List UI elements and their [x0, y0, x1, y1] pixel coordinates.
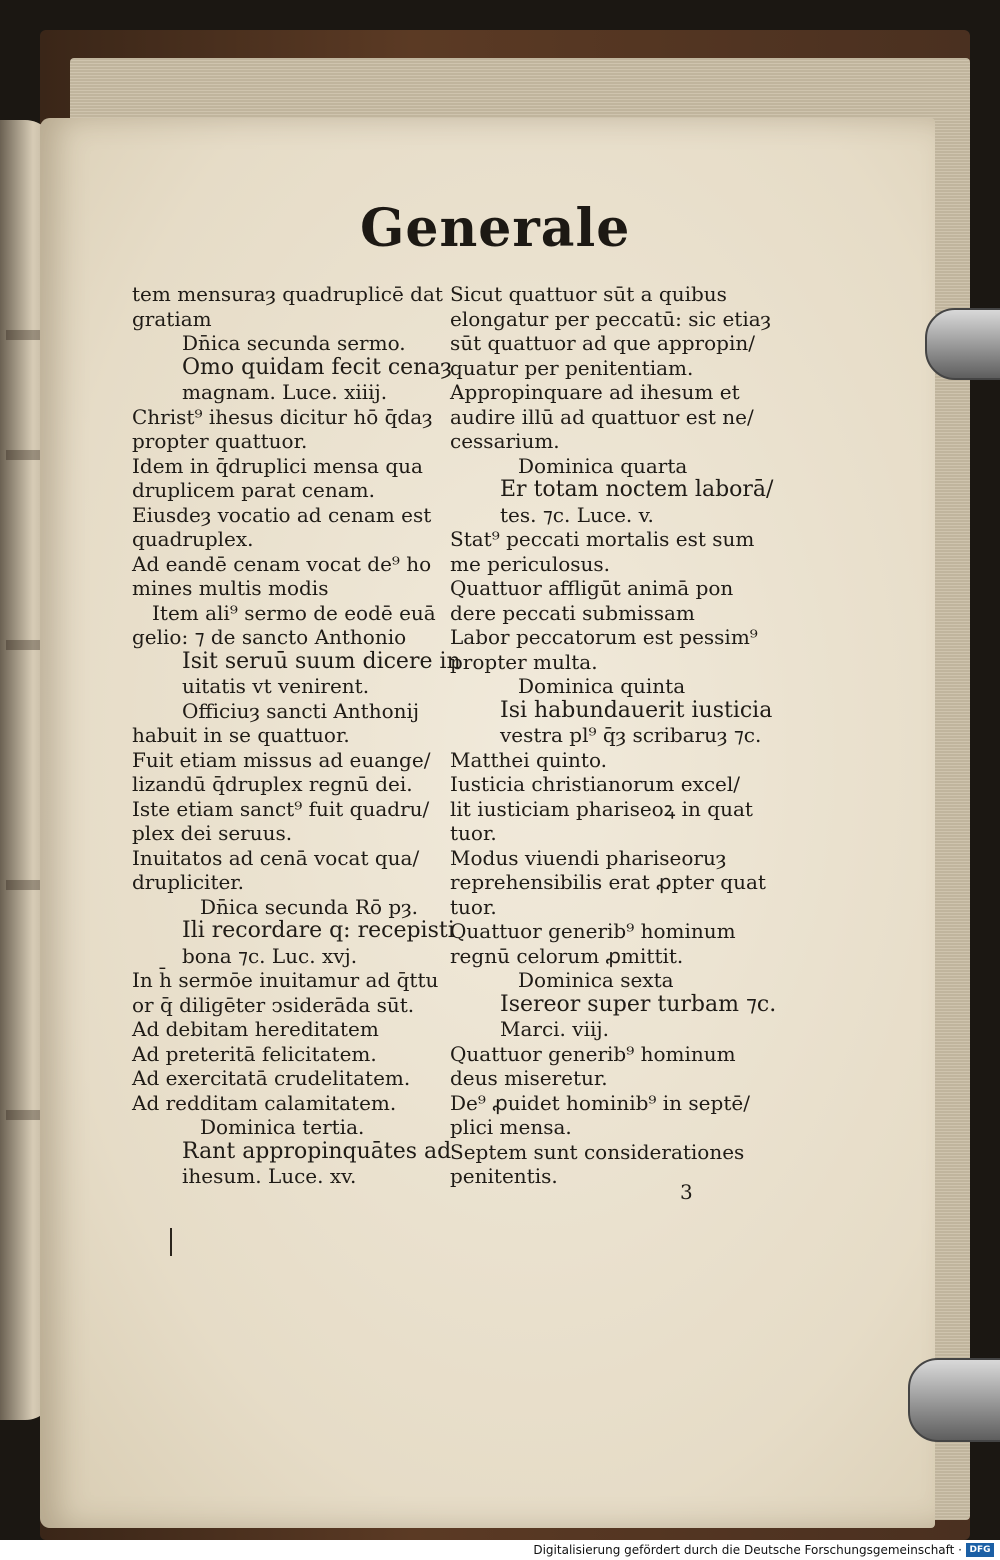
text-line: Marci. viij.	[500, 1017, 609, 1041]
text-line: Christ⁹ ihesus dicitur hō q̄daȝ	[132, 404, 433, 429]
text-line: vestra pl⁹ q̄ȝ scribaruȝ ⁊c.	[500, 723, 762, 747]
text-line: dere peccati submissam	[450, 600, 695, 625]
text-line: Fuit etiam missus ad euange/	[132, 747, 431, 772]
text-line: Modus viuendi phariseoruȝ	[450, 845, 727, 870]
text-line: mines multis modis	[132, 576, 329, 600]
text-line: bona ⁊c. Luc. xvj.	[182, 943, 358, 968]
text-line: lit iusticiam phariseoꝝ in quat	[450, 796, 753, 821]
text-line: Omo quidam fecit cenaȝ	[182, 354, 452, 380]
section-heading: Dominica tertia.	[200, 1115, 365, 1139]
text-line: Rant appropinquātes ad	[182, 1138, 452, 1164]
page-clip-top	[925, 308, 1000, 380]
text-line: Ad preteritā felicitatem.	[132, 1041, 377, 1066]
text-line: Er totam noctem laborā/	[500, 477, 774, 502]
text-line: lizandū q̄druplex regnū dei.	[132, 772, 413, 796]
text-line: tes. ⁊c. Luce. v.	[500, 502, 654, 527]
text-line: me periculosus.	[450, 551, 611, 576]
section-heading: Dominica quinta	[518, 674, 686, 698]
text-line: Stat⁹ peccati mortalis est sum	[450, 527, 755, 551]
text-line: Ad debitam hereditatem	[132, 1017, 379, 1041]
text-line: reprehensibilis erat ꝓpter quat	[450, 870, 766, 894]
text-line: plici mensa.	[450, 1115, 572, 1139]
text-line: habuit in se quattuor.	[132, 723, 350, 747]
text-line: Matthei quinto.	[450, 747, 607, 772]
folio-number: 3	[680, 1180, 693, 1204]
text-line: Inuitatos ad cenā vocat qua/	[132, 845, 420, 870]
text-line: Quattuor generib⁹ hominum	[450, 919, 736, 943]
text-line: tem mensuraȝ quadruplicē dat	[132, 282, 443, 306]
right-text-column	[450, 282, 777, 1189]
text-line: tuor.	[450, 894, 497, 919]
text-line: Sicut quattuor sūt a quibus	[450, 282, 727, 306]
text-line: Quattuor affligūt animā pon	[450, 576, 734, 600]
text-line: penitentis.	[450, 1164, 558, 1188]
text-line: Isereor super turbam ⁊c.	[500, 991, 777, 1017]
text-line: Eiusdeȝ vocatio ad cenam est	[132, 502, 432, 527]
text-line: Ad exercitatā crudelitatem.	[132, 1066, 411, 1090]
text-line: Septem sunt considerationes	[450, 1139, 745, 1164]
text-line: audire illū ad quattuor est ne/	[450, 404, 754, 429]
text-line: Officiuȝ sancti Anthonij	[182, 698, 420, 723]
text-line: ihesum. Luce. xv.	[182, 1164, 357, 1188]
text-line: uitatis vt venirent.	[182, 674, 370, 698]
text-line: propter quattuor.	[132, 429, 308, 453]
text-line: sūt quattuor ad que appropin/	[450, 331, 755, 355]
page-title: Generale	[360, 198, 631, 259]
text-line: Isit seruū suum dicere in	[182, 648, 461, 674]
page-clip-bottom	[908, 1358, 1000, 1442]
section-heading: Dominica quarta	[518, 453, 688, 478]
text-line: tuor.	[450, 821, 497, 845]
text-line: elongatur per peccatū: sic etiaȝ	[450, 306, 772, 331]
text-line: or q̄ diligēter ↄsiderāda sūt.	[132, 992, 415, 1017]
text-line: deus miseretur.	[450, 1066, 608, 1090]
footer-bar	[0, 1540, 1000, 1560]
text-line: Labor peccatorum est pessim⁹	[450, 625, 758, 649]
text-line: Iusticia christianorum excel/	[450, 772, 740, 796]
text-line: drupliciter.	[132, 870, 245, 894]
text-line: Idem in q̄druplici mensa qua	[132, 453, 423, 478]
text-line: druplicem parat cenam.	[132, 478, 375, 502]
footer-credit: Digitalisierung gefördert durch die Deutsche Forschungsgemeinschaft ·	[533, 1543, 962, 1557]
section-heading: Dominica sexta	[518, 968, 674, 992]
text-line: quadruplex.	[132, 527, 254, 551]
text-line: De⁹ ꝓuidet hominib⁹ in septē/	[450, 1090, 750, 1115]
text-line: gelio: ⁊ de sancto Anthonio	[132, 625, 407, 649]
text-line: Ad eandē cenam vocat de⁹ ho	[132, 551, 432, 576]
text-line: Appropinquare ad ihesum et	[450, 380, 740, 404]
text-line: Item ali⁹ sermo de eodē euā	[152, 600, 436, 625]
section-heading: Dn̄ica secunda Rō pȝ.	[200, 894, 418, 919]
text-line: plex dei seruus.	[132, 821, 293, 845]
text-line: quatur per penitentiam.	[450, 355, 694, 380]
text-line: propter multa.	[450, 649, 598, 674]
text-line: Quattuor generib⁹ hominum	[450, 1041, 736, 1066]
text-line: Isi habundauerit iusticia	[500, 697, 773, 723]
margin-mark	[170, 1228, 176, 1256]
text-line: Iste etiam sanct⁹ fuit quadru/	[132, 796, 430, 821]
text-line: regnū celorum ꝓmittit.	[450, 943, 684, 968]
section-heading: Dn̄ica secunda sermo.	[182, 331, 406, 355]
text-line: gratiam	[132, 306, 212, 331]
left-text-column	[132, 282, 461, 1189]
text-line: Ad redditam calamitatem.	[132, 1090, 397, 1115]
text-line: cessarium.	[450, 429, 560, 453]
text-line: Ili recordare q: recepisti	[182, 918, 455, 943]
text-line: In h̄ sermōe inuitamur ad q̄ttu	[132, 968, 439, 992]
dfg-logo: DFG	[966, 1543, 994, 1557]
text-line: magnam. Luce. xiiij.	[182, 380, 388, 404]
